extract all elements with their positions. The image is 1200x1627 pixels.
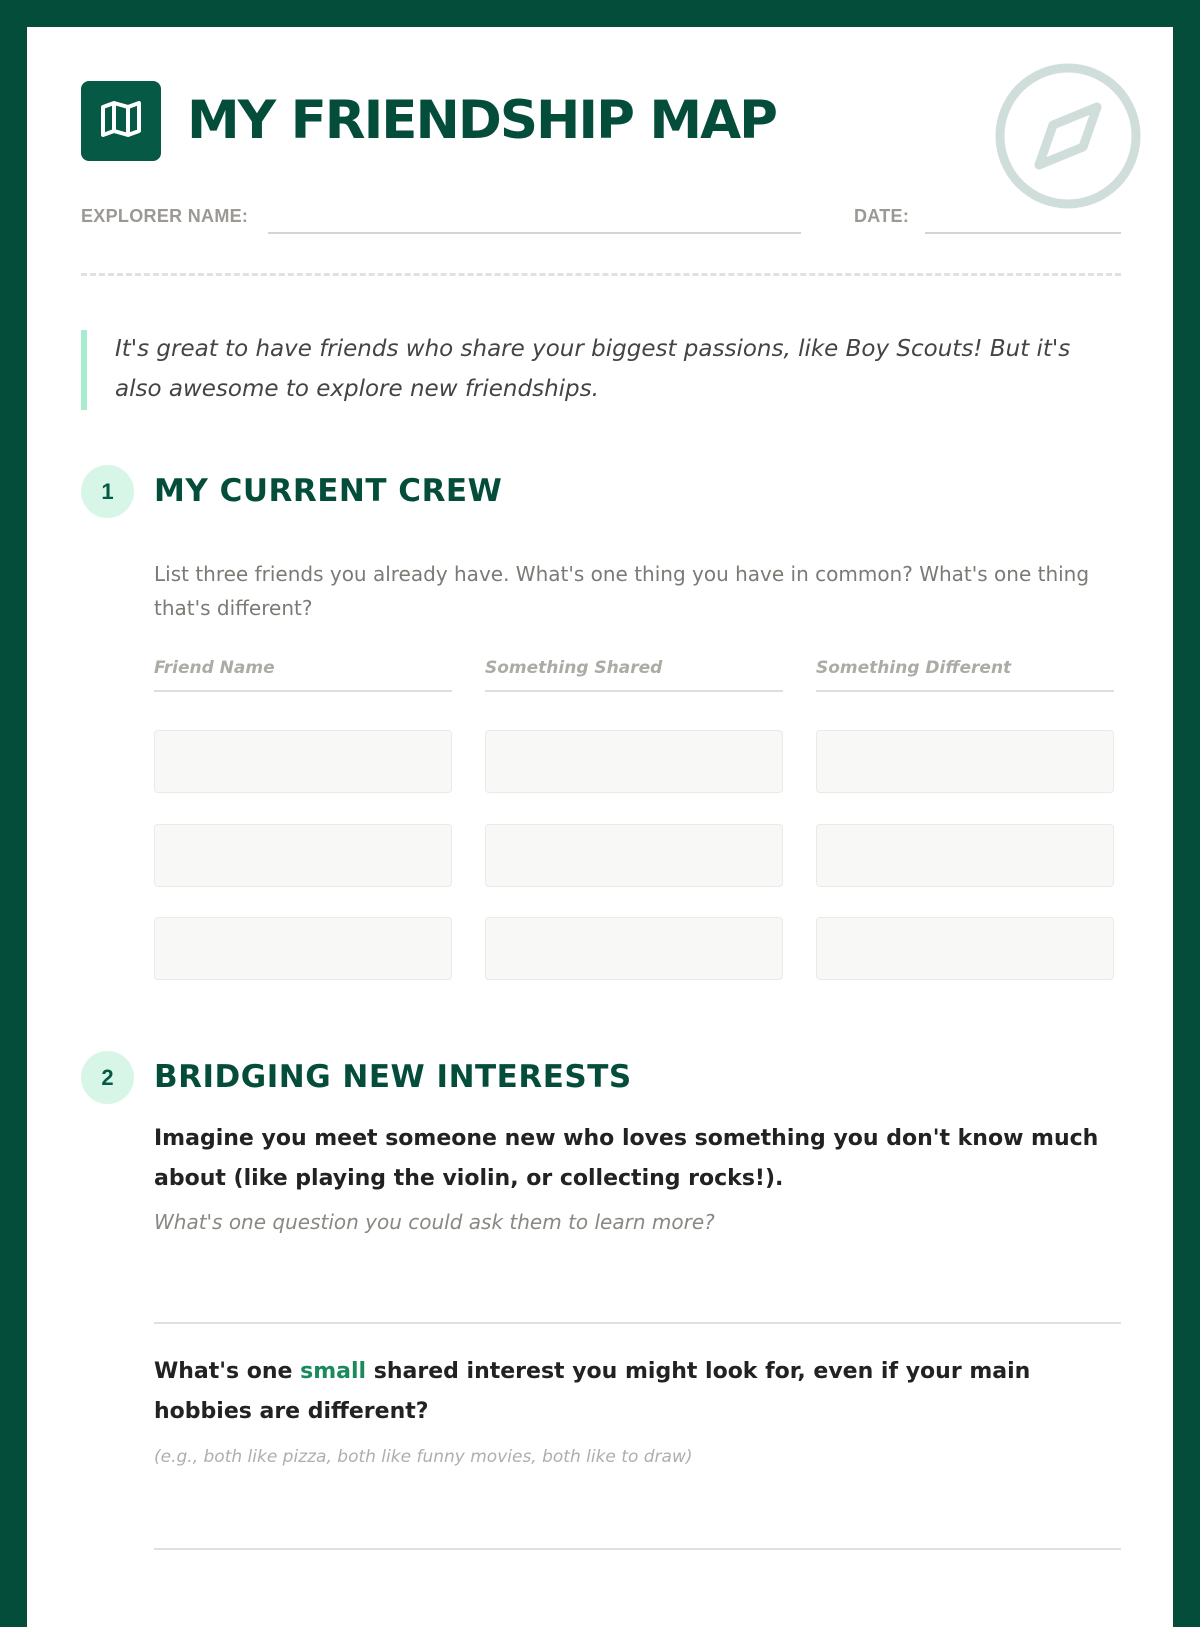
question-1-text: Imagine you meet someone new who loves something you don't know much about (like playing the violin, or collecting rocks!). bbox=[154, 1126, 1099, 1191]
something-shared-cell-3[interactable] bbox=[485, 917, 783, 980]
section-1-title: MY CURRENT CREW bbox=[154, 473, 503, 509]
section-1-instructions: List three friends you already have. What's one thing you have in common? What's one thing that's different? bbox=[154, 562, 1090, 620]
compass-icon bbox=[993, 61, 1143, 215]
question-1-prompt: What's one question you could ask them to learn more? bbox=[154, 1210, 715, 1234]
friend-name-cell-2[interactable] bbox=[154, 824, 452, 887]
page-title: MY FRIENDSHIP MAP bbox=[187, 90, 777, 151]
question-2-example: (e.g., both like pizza, both like funny movies, both like to draw) bbox=[154, 1447, 693, 1467]
intro-accent-bar bbox=[81, 330, 87, 410]
folded-map-icon bbox=[97, 95, 145, 147]
something-shared-cell-1[interactable] bbox=[485, 730, 783, 793]
question-2-text bbox=[154, 1352, 1114, 1432]
date-label: DATE: bbox=[854, 206, 910, 226]
explorer-name-label: EXPLORER NAME: bbox=[81, 206, 249, 226]
step-1-badge: 1 bbox=[81, 465, 134, 518]
map-logo bbox=[81, 81, 161, 161]
question-2-text-start: What's one bbox=[154, 1359, 301, 1384]
column-header-something-shared: Something Shared bbox=[485, 656, 783, 692]
explorer-name-field[interactable] bbox=[268, 232, 801, 234]
question-1-answer-line[interactable] bbox=[154, 1322, 1121, 1324]
section-2-title: BRIDGING NEW INTERESTS bbox=[154, 1059, 632, 1095]
worksheet-page bbox=[27, 27, 1173, 1627]
something-different-cell-3[interactable] bbox=[816, 917, 1114, 980]
question-2-answer-line[interactable] bbox=[154, 1548, 1121, 1550]
something-different-cell-1[interactable] bbox=[816, 730, 1114, 793]
question-2-text-end: shared interest you might look for, even if your main hobbies are different? bbox=[154, 1359, 1031, 1424]
column-header-something-different: Something Different bbox=[816, 656, 1114, 692]
friend-name-cell-1[interactable] bbox=[154, 730, 452, 793]
question-2-highlight-word: small bbox=[300, 1359, 367, 1384]
something-different-cell-2[interactable] bbox=[816, 824, 1114, 887]
date-field[interactable] bbox=[925, 232, 1121, 234]
column-header-friend-name: Friend Name bbox=[154, 656, 452, 692]
intro-text: It's great to have friends who share your biggest passions, like Boy Scouts! But it's also awesome to explore new friendships. bbox=[115, 336, 1071, 402]
step-2-badge: 2 bbox=[81, 1051, 134, 1104]
friend-name-cell-3[interactable] bbox=[154, 917, 452, 980]
dashed-divider bbox=[81, 273, 1121, 276]
something-shared-cell-2[interactable] bbox=[485, 824, 783, 887]
